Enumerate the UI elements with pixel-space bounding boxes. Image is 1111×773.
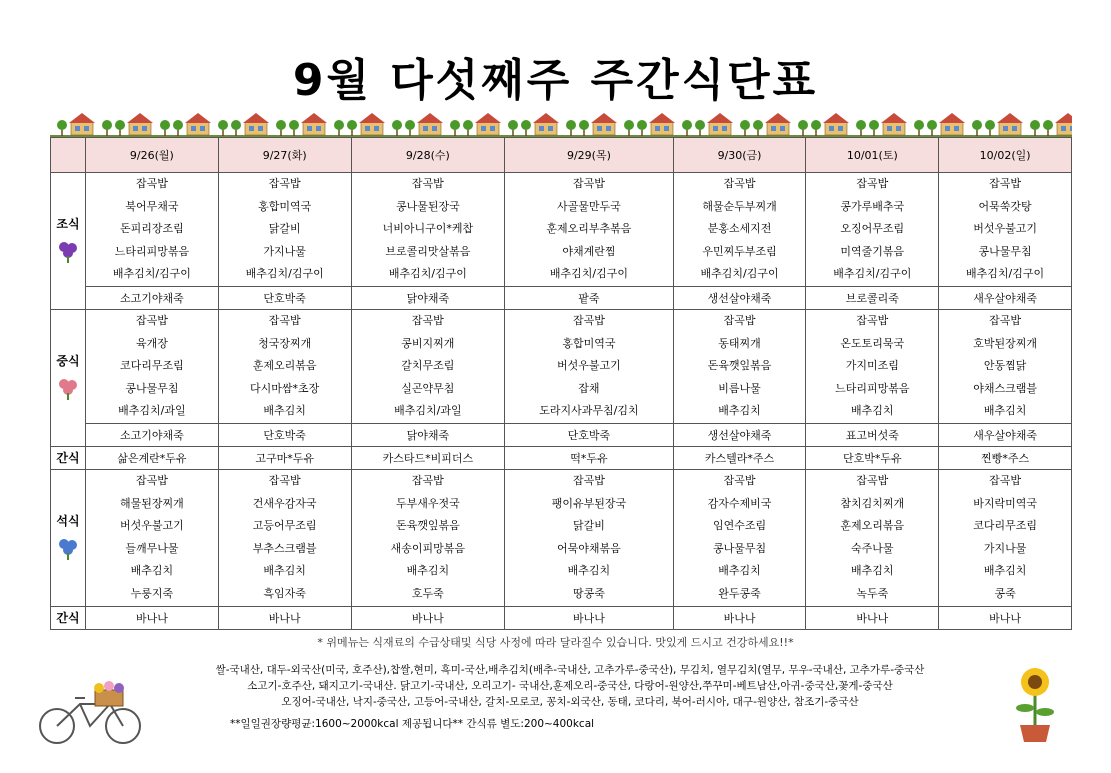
menu-item: 흑임자죽	[263, 586, 306, 600]
tree-icon	[972, 120, 982, 136]
house-icon	[707, 113, 733, 135]
menu-item: 버섯우불고기	[120, 519, 184, 533]
menu-item: 안동찜닭	[983, 359, 1027, 373]
menu-cell	[673, 173, 806, 287]
snack-cell: 바나나	[218, 606, 351, 629]
menu-item: 온도토리묵국	[840, 336, 905, 350]
porridge-cell: 소고기야채죽	[86, 286, 219, 309]
menu-item: 훈제오리볶음	[252, 359, 317, 373]
tree-icon	[798, 120, 808, 136]
tree-icon	[115, 120, 125, 136]
menu-cell	[86, 173, 219, 287]
menu-cell	[351, 173, 505, 287]
snack-cell: 바나나	[351, 606, 505, 629]
menu-item: 버섯우불고기	[557, 359, 621, 373]
house-icon	[475, 113, 501, 135]
menu-item: 배추김치	[718, 404, 761, 418]
menu-item: 어묵야채볶음	[557, 541, 621, 555]
menu-item: 배추김치/과일	[394, 404, 462, 418]
tree-icon	[682, 120, 692, 136]
menu-cell	[218, 309, 351, 423]
porridge-cell: 브로콜리죽	[806, 286, 939, 309]
menu-item: 잡곡밥	[572, 177, 605, 190]
tree-icon	[856, 120, 866, 136]
menu-item: 배추김치	[406, 564, 450, 578]
tree-icon	[218, 120, 228, 136]
menu-item: 배추김치	[263, 404, 306, 418]
menu-item: 잡곡밥	[723, 473, 756, 487]
menu-item: 두부새우젓국	[395, 496, 460, 510]
menu-item: 코다리무조림	[120, 359, 184, 373]
porridge-cell: 닭야채죽	[351, 423, 505, 446]
snack-cell: 바나나	[939, 606, 1072, 629]
porridge-cell: 단호박죽	[218, 423, 351, 446]
kcal-note: **일일권장량평균:1600~2000kcal 제공됩니다** 간식류 별도:200~400kcal	[230, 718, 595, 730]
violet-flower-icon	[55, 238, 81, 264]
origin-line: 소고기-호주산, 돼지고기-국내산. 닭고기-국내산, 오리고기- 국내산,훈제오리-중국산, 다랑어-원양산,쭈꾸미-베트남산,아귀-중국산,꽃게-중국산	[247, 680, 893, 692]
menu-item: 돈육깻잎볶음	[707, 359, 772, 373]
house-icon	[69, 113, 95, 135]
tree-icon	[289, 120, 299, 136]
day-header: 9/26(월)	[86, 138, 219, 173]
tree-icon	[869, 120, 879, 136]
menu-item: 어묵쑥갓탕	[978, 199, 1032, 213]
menu-item: 건새우감자국	[252, 496, 317, 510]
tree-icon	[57, 120, 67, 136]
menu-item: 가지미조림	[845, 359, 899, 373]
tree-icon	[392, 120, 402, 136]
tree-icon	[1043, 120, 1053, 136]
day-header: 9/27(화)	[218, 138, 351, 173]
menu-item: 육개장	[135, 336, 168, 350]
menu-cell	[351, 309, 505, 423]
menu-item: 콩나물무침	[978, 244, 1032, 258]
meal-label-cell	[51, 173, 86, 310]
menu-item: 배추김치	[718, 564, 761, 578]
origin-line: 오징어-국내산, 낙지-중국산, 고등어-국내산, 갈치-모로코, 꽁치-외국산, 동태, 코다리, 북어-러시아, 대구-원양산, 참조기-중국산	[281, 696, 859, 708]
menu-item: 해물순두부찌개	[702, 199, 777, 213]
menu-item: 청국장찌개	[258, 336, 312, 350]
house-icon	[417, 113, 443, 135]
menu-item: 너비아니구이*케찹	[382, 222, 474, 236]
porridge-cell: 팥죽	[505, 286, 673, 309]
menu-item: 들깨무나물	[125, 541, 179, 555]
tree-icon	[637, 120, 647, 136]
porridge-cell: 단호박죽	[505, 423, 673, 446]
menu-item: 오징어무조림	[840, 222, 905, 236]
house-icon	[881, 113, 907, 135]
house-icon	[359, 113, 385, 135]
menu-cell	[806, 469, 939, 606]
menu-item: 배추김치/김구이	[388, 267, 467, 281]
menu-item: 호박된장찌개	[973, 336, 1037, 350]
menu-item: 잡곡밥	[723, 177, 756, 190]
menu-item: 배추김치/과일	[118, 404, 186, 418]
menu-item: 잡곡밥	[572, 313, 605, 327]
menu-item: 새송이피망볶음	[390, 541, 466, 555]
menu-item: 가지나물	[983, 541, 1027, 555]
menu-cell	[218, 469, 351, 606]
menu-item: 잡곡밥	[411, 473, 444, 487]
menu-item: 팽이유부된장국	[551, 496, 627, 510]
menu-cell	[351, 469, 505, 606]
menu-item: 홍합미역국	[562, 336, 616, 350]
snack-cell: 바나나	[505, 606, 673, 629]
menu-item: 참치김치찌개	[840, 496, 905, 510]
tree-icon	[927, 120, 937, 136]
snack-cell: 카스타드*비피더스	[351, 446, 505, 469]
menu-cell	[939, 173, 1072, 287]
menu-cell	[86, 309, 219, 423]
menu-item: 분홍소세지전	[707, 222, 772, 236]
menu-item: 배추김치/김구이	[966, 267, 1045, 281]
menu-item: 해물된장찌개	[120, 496, 184, 510]
corner-cell	[51, 138, 86, 173]
menu-item: 감자수제비국	[707, 496, 772, 510]
menu-item: 콩나물무침	[125, 381, 179, 395]
menu-item: 배추김치	[130, 564, 174, 578]
tree-icon	[463, 120, 473, 136]
menu-item: 콩나물된장국	[395, 199, 460, 213]
snack-cell: 카스텔라*주스	[673, 446, 806, 469]
menu-item: 배추김치	[983, 404, 1027, 418]
house-icon	[939, 113, 965, 135]
menu-item: 잡곡밥	[572, 473, 605, 487]
menu-cell	[505, 173, 673, 287]
snack-cell: 고구마*두유	[218, 446, 351, 469]
tree-icon	[811, 120, 821, 136]
porridge-cell: 생선살야채죽	[673, 423, 806, 446]
tree-icon	[695, 120, 705, 136]
day-header: 9/28(수)	[351, 138, 505, 173]
menu-item: 잡채	[578, 381, 600, 395]
house-icon	[765, 113, 791, 135]
menu-item: 녹두죽	[856, 586, 889, 600]
house-icon	[243, 113, 269, 135]
house-icon	[185, 113, 211, 135]
menu-item: 우민찌두부조림	[702, 244, 777, 258]
menu-item: 고등어무조림	[252, 519, 317, 533]
tree-icon	[624, 120, 634, 136]
menu-item: 배추김치/김구이	[549, 267, 628, 281]
snack-cell: 바나나	[806, 606, 939, 629]
menu-item: 잡곡밥	[856, 177, 889, 190]
menu-item: 콩나물무침	[712, 541, 767, 555]
menu-item: 북어무채국	[125, 199, 179, 213]
menu-cell	[86, 469, 219, 606]
tree-icon	[231, 120, 241, 136]
menu-item: 느타리피망볶음	[835, 381, 910, 395]
house-icon	[997, 113, 1023, 135]
menu-item: 홍합미역국	[258, 199, 312, 213]
menu-item: 잡곡밥	[268, 473, 301, 487]
porridge-cell: 새우살야채죽	[939, 286, 1072, 309]
menu-item: 야채스크램블	[973, 381, 1037, 395]
menu-item: 잡곡밥	[135, 473, 168, 487]
menu-item: 배추김치	[851, 564, 894, 578]
house-icon	[649, 113, 675, 135]
blue-flower-icon	[55, 535, 81, 561]
meal-label: 석식	[56, 513, 80, 528]
menu-cell	[505, 469, 673, 606]
snack-cell: 떡*두유	[505, 446, 673, 469]
menu-cell	[218, 173, 351, 287]
menu-notice: * 위메뉴는 식재료의 수급상태및 식당 사정에 따라 달라질수 있습니다. 맛있게 드시고 건강하세요!!*	[317, 636, 794, 649]
menu-item: 배추김치	[567, 564, 611, 578]
menu-item: 도라지사과무침/김치	[539, 404, 639, 418]
menu-item: 잡곡밥	[856, 473, 889, 487]
origin-info	[140, 662, 1000, 710]
house-icon	[1055, 113, 1072, 135]
menu-item: 잡곡밥	[989, 313, 1022, 327]
menu-item: 비름나물	[718, 381, 761, 395]
meal-label: 간식	[51, 446, 86, 469]
tree-icon	[508, 120, 518, 136]
menu-item: 동태찌개	[718, 336, 761, 350]
tree-icon	[334, 120, 344, 136]
menu-item: 잡곡밥	[268, 177, 301, 190]
tree-icon	[1030, 120, 1040, 136]
page-title: 9월 다섯째주 주간식단표	[292, 55, 819, 106]
bicycle-flower-basket-icon	[35, 676, 145, 746]
houses-tree-border	[50, 110, 1072, 138]
menu-item: 다시마쌈*초장	[250, 381, 320, 395]
menu-item: 잡곡밥	[268, 313, 301, 327]
menu-cell	[806, 309, 939, 423]
house-icon	[533, 113, 559, 135]
menu-item: 배추김치	[263, 564, 306, 578]
house-icon	[591, 113, 617, 135]
porridge-cell: 소고기야채죽	[86, 423, 219, 446]
snack-cell: 삶은계란*두유	[86, 446, 219, 469]
menu-cell	[673, 309, 806, 423]
menu-item: 갈치무조림	[401, 359, 455, 373]
tree-icon	[521, 120, 531, 136]
day-header: 9/30(금)	[673, 138, 806, 173]
menu-item: 숙주나물	[851, 541, 894, 555]
porridge-cell: 닭야채죽	[351, 286, 505, 309]
menu-item: 콩비지찌개	[401, 336, 455, 350]
menu-item: 배추김치	[983, 564, 1027, 578]
tree-icon	[914, 120, 924, 136]
tree-icon	[985, 120, 995, 136]
tree-icon	[579, 120, 589, 136]
menu-cell	[939, 469, 1072, 606]
menu-item: 호두죽	[411, 586, 444, 600]
menu-item: 잡곡밥	[135, 313, 168, 327]
menu-item: 훈제오리볶음	[840, 519, 905, 533]
menu-item: 부추스크램블	[252, 541, 317, 555]
menu-cell	[939, 309, 1072, 423]
tree-icon	[450, 120, 460, 136]
menu-item: 실곤약무침	[401, 381, 455, 395]
tree-icon	[160, 120, 170, 136]
menu-item: 닭갈비	[572, 519, 605, 533]
menu-item: 잡곡밥	[411, 313, 444, 327]
weekly-menu-table	[50, 137, 1072, 630]
menu-item: 돈피리장조림	[120, 222, 184, 236]
menu-item: 잡곡밥	[989, 473, 1022, 487]
tree-icon	[173, 120, 183, 136]
meal-label: 중식	[56, 353, 80, 368]
menu-item: 느타리피망볶음	[114, 244, 190, 258]
menu-item: 누룽지죽	[130, 586, 174, 600]
menu-item: 잡곡밥	[723, 313, 756, 327]
menu-item: 미역줄기볶음	[840, 244, 905, 258]
house-icon	[127, 113, 153, 135]
meal-label: 간식	[51, 606, 86, 629]
sunflower-pot-icon	[1000, 660, 1070, 745]
menu-item: 임연수조림	[712, 519, 767, 533]
menu-cell	[505, 309, 673, 423]
menu-item: 잡곡밥	[856, 313, 889, 327]
tree-icon	[740, 120, 750, 136]
tree-icon	[566, 120, 576, 136]
day-header: 10/01(토)	[806, 138, 939, 173]
menu-item: 코다리무조림	[973, 519, 1037, 533]
day-header: 9/29(목)	[505, 138, 673, 173]
menu-cell	[673, 469, 806, 606]
origin-line: 쌀-국내산, 대두-외국산(미국, 호주산),찹쌀,현미, 흑미-국산,배추김치(배추-국내산, 고추가루-중국산), 무김치, 열무김치(열무, 무우-국내산, 고추가루-중국산	[215, 664, 925, 676]
menu-item: 야채계란찜	[562, 244, 616, 258]
menu-item: 콩가루배추국	[840, 199, 905, 213]
menu-item: 완두콩죽	[718, 586, 761, 600]
porridge-cell: 단호박죽	[218, 286, 351, 309]
menu-item: 잡곡밥	[989, 177, 1022, 190]
tree-icon	[276, 120, 286, 136]
menu-item: 잡곡밥	[135, 177, 168, 190]
porridge-cell: 표고버섯죽	[806, 423, 939, 446]
tree-icon	[405, 120, 415, 136]
house-icon	[301, 113, 327, 135]
porridge-cell: 생선살야채죽	[673, 286, 806, 309]
menu-item: 잡곡밥	[411, 177, 444, 190]
meal-label-cell	[51, 469, 86, 606]
menu-item: 훈제오리부추볶음	[546, 222, 632, 236]
menu-item: 배추김치/김구이	[245, 267, 324, 281]
menu-item: 바지락미역국	[973, 496, 1037, 510]
house-icon	[823, 113, 849, 135]
menu-item: 배추김치/김구이	[833, 267, 912, 281]
menu-item: 버섯우불고기	[973, 222, 1037, 236]
snack-cell: 바나나	[673, 606, 806, 629]
snack-cell: 단호박*두유	[806, 446, 939, 469]
menu-item: 가지나물	[263, 244, 306, 258]
menu-item: 땅콩죽	[572, 586, 605, 600]
menu-item: 배추김치	[851, 404, 894, 418]
menu-item: 배추김치/김구이	[700, 267, 779, 281]
menu-item: 브로콜리맛살볶음	[385, 244, 471, 258]
menu-item: 콩죽	[994, 586, 1016, 600]
tree-icon	[347, 120, 357, 136]
snack-cell: 바나나	[86, 606, 219, 629]
menu-item: 돈육깻잎볶음	[395, 519, 460, 533]
day-header: 10/02(일)	[939, 138, 1072, 173]
tree-icon	[753, 120, 763, 136]
menu-item: 사골물만두국	[557, 199, 621, 213]
flower-cart-icon	[55, 375, 81, 401]
porridge-cell: 새우살야채죽	[939, 423, 1072, 446]
menu-item: 닭갈비	[268, 222, 301, 236]
meal-label: 조식	[56, 216, 80, 231]
menu-item: 배추김치/김구이	[112, 267, 191, 281]
tree-icon	[102, 120, 112, 136]
menu-cell	[806, 173, 939, 287]
snack-cell: 찐빵*주스	[939, 446, 1072, 469]
meal-label-cell	[51, 309, 86, 446]
